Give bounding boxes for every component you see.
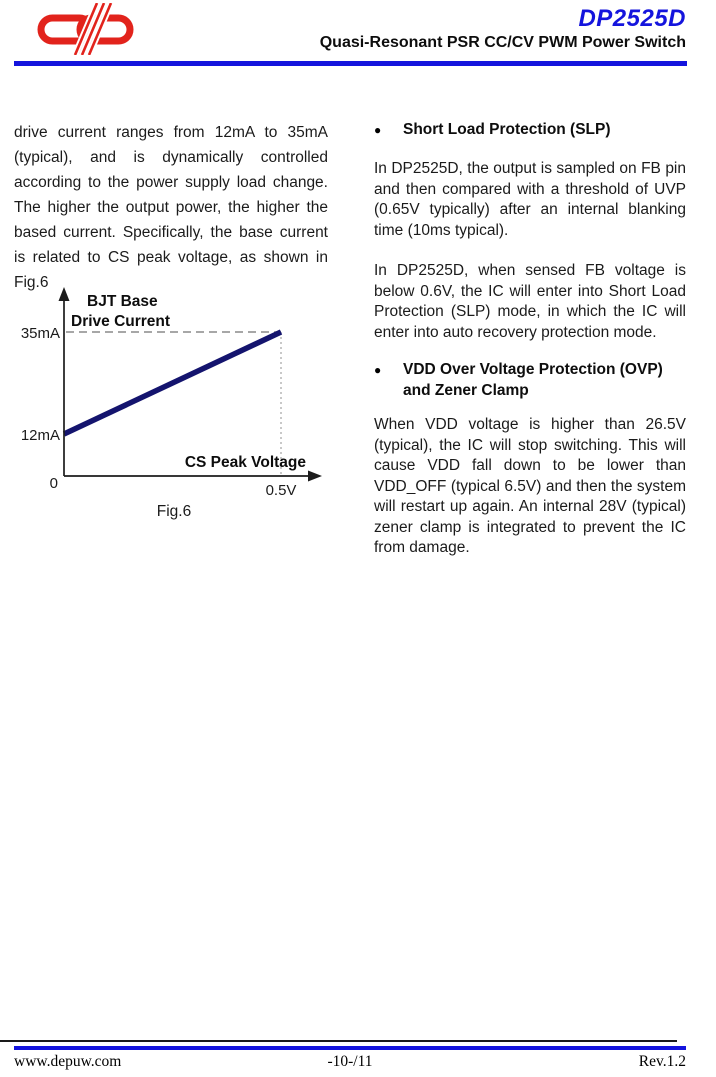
company-logo	[35, 3, 135, 55]
footer-page-number: -10-/11	[327, 1053, 373, 1070]
x-axis-label: CS Peak Voltage	[184, 453, 306, 471]
section-ovp	[374, 360, 686, 559]
left-column	[14, 120, 328, 559]
y-axis-label-line1: BJT Base	[87, 292, 158, 310]
header	[0, 0, 716, 55]
footer-row	[0, 1050, 716, 1071]
heading-text-slp: Short Load Protection (SLP)	[403, 120, 611, 138]
figure-caption: Fig.6	[156, 502, 192, 520]
right-column	[374, 120, 686, 559]
data-line	[64, 332, 281, 434]
x-axis-arrow-icon	[308, 470, 322, 481]
body-paragraph-drive-current: drive current ranges from 12mA to 35mA (typical), and is dynamically controlled according to the power supply load change. The higher the output power, the higher the based current. Specifically, the base current is related to CS peak voltage, as shown in Fig.6	[14, 123, 328, 291]
figure-6	[14, 284, 328, 521]
section-heading-slp	[374, 120, 686, 141]
body-paragraph-slp-2: In DP2525D, when sensed FB voltage is below 0.6V, the IC will enter into Short Load Protection (SLP) mode, in which the IC will enter into auto recovery protection mode.	[374, 262, 686, 341]
section-heading-ovp	[374, 360, 686, 401]
body-paragraph-slp-1: In DP2525D, the output is sampled on FB pin and then compared with a threshold of UVP (0.65V typically) after an internal blanking time (10ms typical).	[374, 160, 686, 239]
x-tick-0-5v: 0.5V	[265, 481, 297, 499]
header-titles	[320, 3, 686, 54]
footer	[0, 1040, 716, 1071]
body-paragraph-ovp-1: When VDD voltage is higher than 26.5V (typical), the IC will stop switching. This will cause VDD fall down to be lower than VDD_OFF (typical 6.5V) and then the system will restart up again. An internal 28V (typical) zener clamp is integrated to prevent the IC from damage.	[374, 416, 686, 556]
header-rule	[14, 61, 687, 66]
bjt-drive-current-chart	[14, 284, 334, 499]
x-tick-0: 0	[49, 474, 58, 492]
bullet-icon: ●	[374, 363, 382, 377]
footer-revision: Rev.1.2	[638, 1053, 686, 1070]
heading-text-ovp: VDD Over Voltage Protection (OVP) and Zener Clamp	[403, 361, 663, 399]
y-tick-12ma: 12mA	[20, 426, 60, 444]
y-axis-label-line2: Drive Current	[71, 312, 171, 330]
content	[14, 120, 686, 559]
document-subtitle: Quasi-Resonant PSR CC/CV PWM Power Switch	[319, 34, 686, 51]
bullet-icon: ●	[374, 122, 382, 137]
footer-rule-thin	[0, 1040, 677, 1042]
y-axis-arrow-icon	[59, 287, 70, 301]
dp-logo-icon	[35, 3, 135, 55]
section-slp	[374, 120, 686, 344]
y-tick-35ma: 35mA	[20, 324, 60, 342]
product-name: DP2525D	[578, 5, 686, 32]
footer-website: www.depuw.com	[14, 1053, 122, 1070]
